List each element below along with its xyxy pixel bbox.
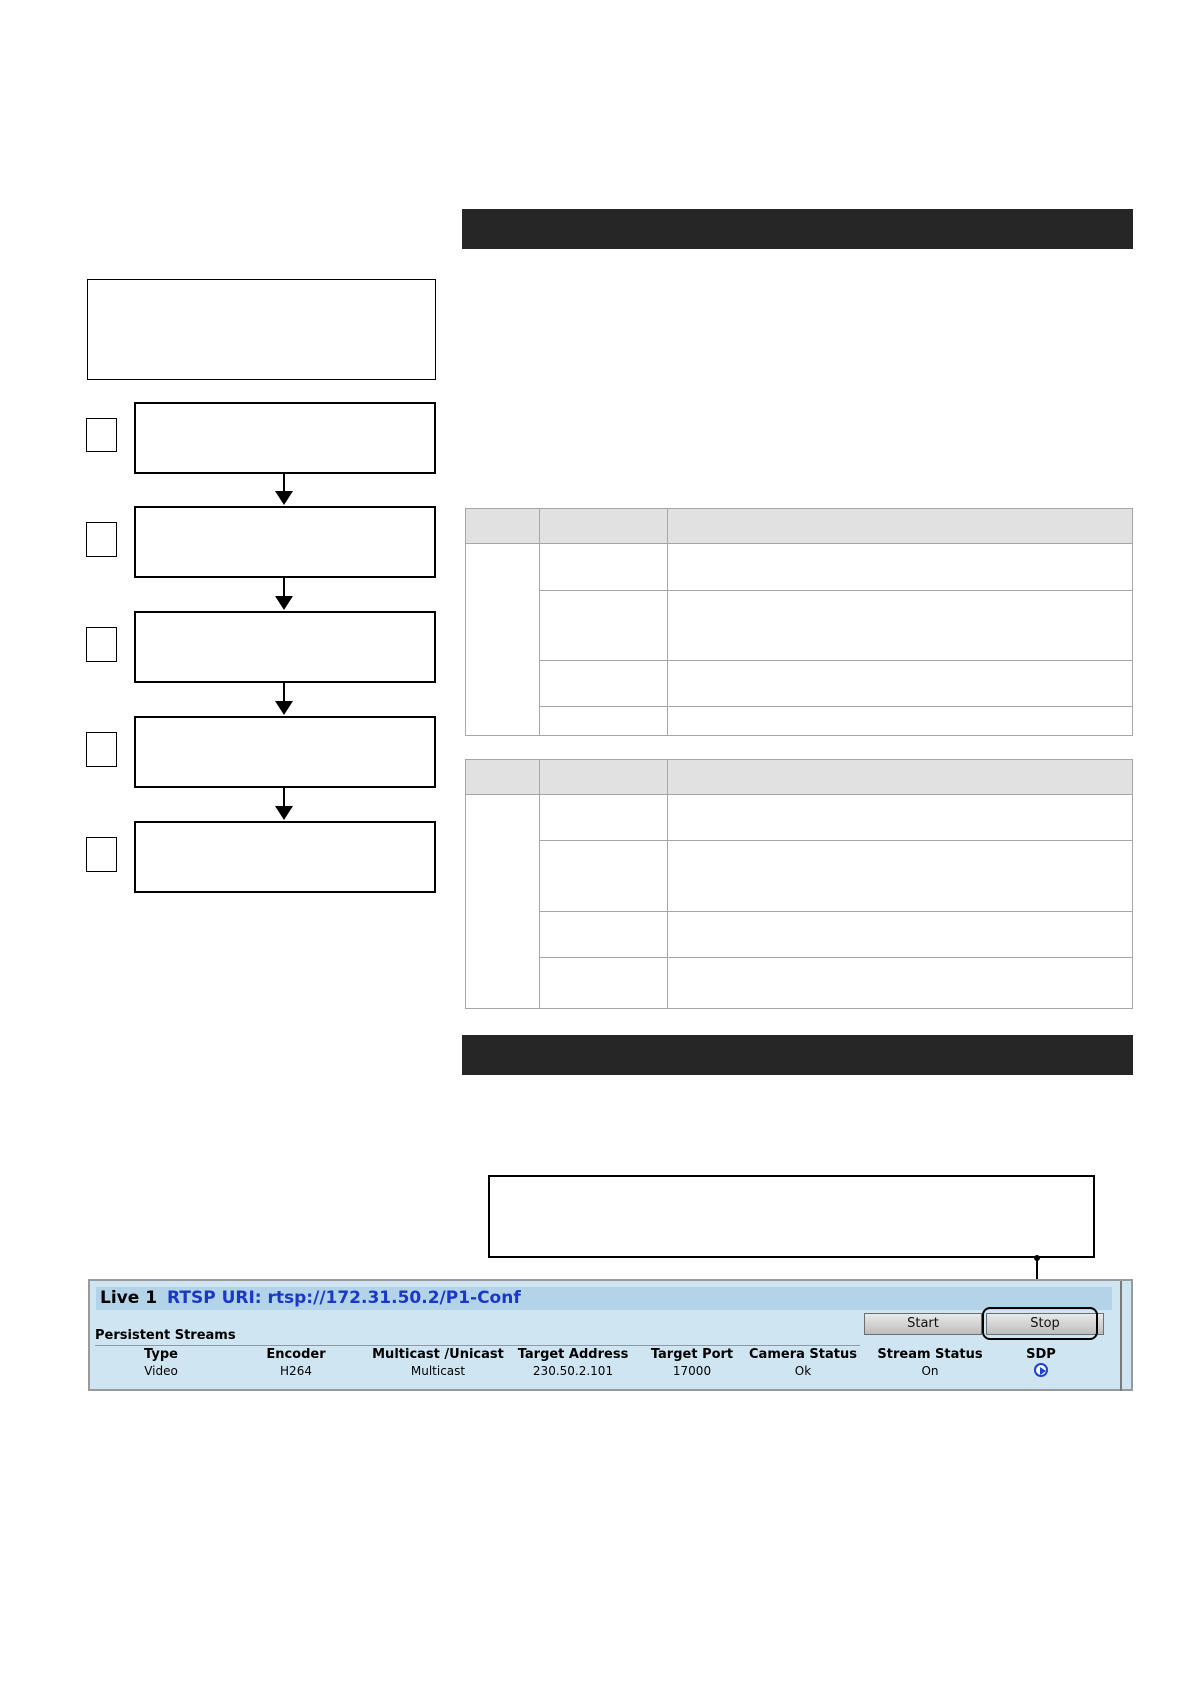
rtsp-uri-link[interactable]: RTSP URI: rtsp://172.31.50.2/P1-Conf bbox=[167, 1288, 521, 1308]
table-cell bbox=[668, 661, 1133, 707]
table-row bbox=[466, 544, 1133, 591]
column-value: 17000 bbox=[672, 1364, 712, 1378]
section-header-bar-top bbox=[462, 209, 1133, 249]
table-header-cell bbox=[668, 760, 1133, 795]
step-number-box-4 bbox=[86, 732, 117, 767]
column-encoder bbox=[246, 1347, 346, 1379]
step-box-4 bbox=[134, 716, 436, 788]
column-type bbox=[116, 1347, 206, 1379]
table-cell bbox=[540, 841, 668, 912]
settings-table-2 bbox=[465, 759, 1133, 1009]
flow-arrow-head-2 bbox=[275, 596, 293, 610]
start-button[interactable]: Start bbox=[864, 1313, 982, 1335]
column-header: Multicast /Unicast bbox=[372, 1347, 504, 1362]
column-value-icon-wrap bbox=[1011, 1363, 1071, 1381]
step-box-2 bbox=[134, 506, 436, 578]
persistent-streams-label: Persistent Streams bbox=[95, 1328, 236, 1343]
column-value: Multicast bbox=[410, 1364, 466, 1378]
flow-arrow-4 bbox=[283, 788, 285, 806]
settings-table-1 bbox=[465, 508, 1133, 736]
table-header-cell bbox=[540, 760, 668, 795]
stop-button-highlight-ring bbox=[982, 1307, 1098, 1340]
table-row bbox=[466, 841, 1133, 912]
persistent-streams-rule bbox=[95, 1345, 860, 1346]
column-multicast-unicast bbox=[358, 1347, 518, 1379]
flowchart-note-box bbox=[87, 279, 436, 380]
column-header: Encoder bbox=[266, 1347, 326, 1362]
table-header-cell bbox=[540, 509, 668, 544]
column-header: Target Address bbox=[517, 1347, 629, 1362]
column-value: Video bbox=[144, 1364, 178, 1378]
flow-arrow-3 bbox=[283, 683, 285, 701]
table-cell bbox=[668, 591, 1133, 661]
step-number-box-5 bbox=[86, 837, 117, 872]
table-row bbox=[466, 591, 1133, 661]
column-header: Camera Status bbox=[749, 1347, 857, 1362]
flow-arrow-2 bbox=[283, 578, 285, 596]
table-cell bbox=[668, 912, 1133, 958]
table-cell bbox=[668, 544, 1133, 591]
column-value: Ok bbox=[794, 1364, 812, 1378]
table-row bbox=[466, 912, 1133, 958]
table-cell bbox=[540, 544, 668, 591]
table-cell bbox=[540, 661, 668, 707]
panel-right-divider bbox=[1120, 1281, 1122, 1391]
table-cell bbox=[668, 707, 1133, 736]
column-header: Target Port bbox=[650, 1347, 734, 1362]
table-cell bbox=[668, 841, 1133, 912]
panel-title-bar bbox=[96, 1287, 1112, 1310]
table-row bbox=[466, 707, 1133, 736]
table-row bbox=[466, 661, 1133, 707]
step-box-5 bbox=[134, 821, 436, 893]
table-row bbox=[466, 958, 1133, 1009]
column-value: 230.50.2.101 bbox=[532, 1364, 614, 1378]
flow-arrow-head-4 bbox=[275, 806, 293, 820]
section-header-bar-bottom bbox=[462, 1035, 1133, 1075]
step-number-box-2 bbox=[86, 522, 117, 557]
column-value: H264 bbox=[280, 1364, 312, 1378]
step-box-3 bbox=[134, 611, 436, 683]
table-cell bbox=[540, 795, 668, 841]
flow-arrow-1 bbox=[283, 474, 285, 492]
table-cell bbox=[540, 912, 668, 958]
step-box-1 bbox=[134, 402, 436, 474]
column-target-port bbox=[642, 1347, 742, 1379]
table-row bbox=[466, 795, 1133, 841]
flow-arrow-head-3 bbox=[275, 701, 293, 715]
table-cell bbox=[540, 591, 668, 661]
column-header: Type bbox=[144, 1347, 178, 1362]
sdp-play-icon[interactable] bbox=[1034, 1363, 1048, 1377]
stop-button[interactable]: Stop bbox=[986, 1313, 1104, 1335]
table-cell bbox=[540, 958, 668, 1009]
column-header: Stream Status bbox=[877, 1347, 983, 1362]
table-cell bbox=[668, 958, 1133, 1009]
table-header-cell bbox=[668, 509, 1133, 544]
live-label: Live 1 bbox=[100, 1288, 158, 1308]
table-header-cell bbox=[466, 760, 540, 795]
step-number-box-1 bbox=[86, 418, 117, 452]
table-header-row bbox=[466, 509, 1133, 544]
callout-box bbox=[488, 1175, 1095, 1258]
column-header: SDP bbox=[1026, 1347, 1056, 1362]
live-stream-panel bbox=[88, 1279, 1133, 1391]
table-cell bbox=[668, 795, 1133, 841]
column-camera-status bbox=[745, 1347, 861, 1379]
flow-arrow-head-1 bbox=[275, 491, 293, 505]
table-header-row bbox=[466, 760, 1133, 795]
table-group-cell bbox=[466, 795, 540, 1009]
table-cell bbox=[540, 707, 668, 736]
column-stream-status bbox=[870, 1347, 990, 1379]
table-header-cell bbox=[466, 509, 540, 544]
column-value: On bbox=[921, 1364, 939, 1378]
column-sdp bbox=[1011, 1347, 1071, 1381]
callout-leader-dot bbox=[1034, 1255, 1040, 1261]
step-number-box-3 bbox=[86, 627, 117, 662]
column-target-address bbox=[511, 1347, 635, 1379]
table-group-cell bbox=[466, 544, 540, 736]
